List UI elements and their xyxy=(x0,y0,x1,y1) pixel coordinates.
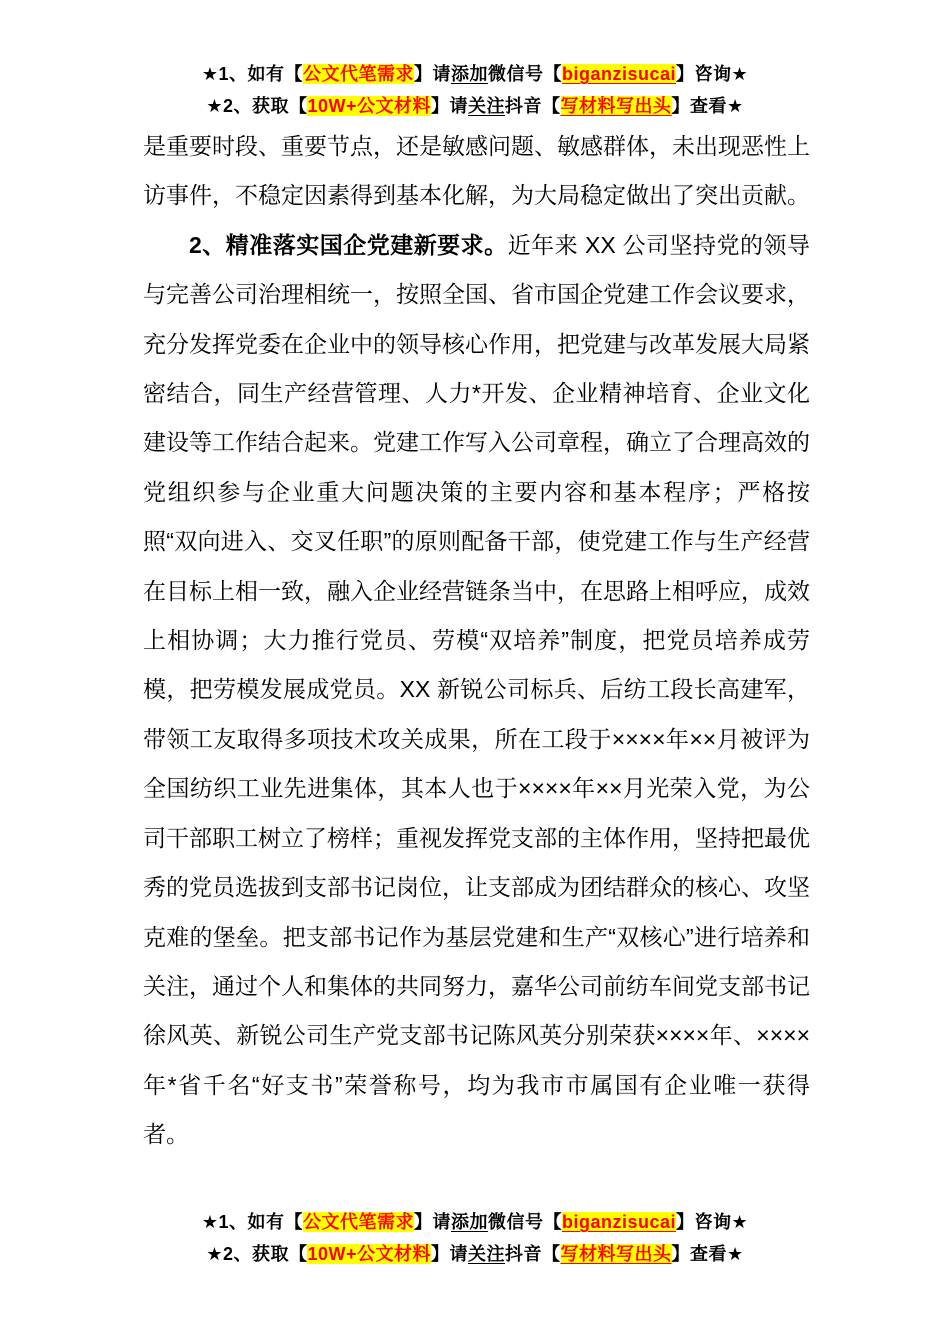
promo-segment: ★2、获取【 xyxy=(206,1244,308,1264)
promo-segment: 】请 xyxy=(431,1244,469,1264)
promo-segment: 】请 xyxy=(413,64,451,84)
promo-underline-follow: 关注 xyxy=(468,96,506,116)
promo-segment: 】查看★ xyxy=(671,96,744,116)
promo-header-line-1 xyxy=(0,58,950,90)
promo-header xyxy=(0,58,950,122)
promo-highlight-materials: 10W+公文材料 xyxy=(307,1244,432,1264)
promo-footer xyxy=(0,1206,950,1270)
promo-highlight-service: 公文代笔需求 xyxy=(302,1212,414,1232)
promo-underline-add: 添加 xyxy=(450,64,488,84)
promo-footer-line-1 xyxy=(0,1206,950,1238)
promo-wechat-id: biganzisucai xyxy=(561,64,677,84)
promo-wechat-id: biganzisucai xyxy=(561,1212,677,1232)
promo-segment: 】查看★ xyxy=(671,1244,744,1264)
promo-segment: 】请 xyxy=(413,1212,451,1232)
paragraph-2 xyxy=(143,221,810,1160)
promo-segment: 】请 xyxy=(431,96,469,116)
promo-footer-line-2 xyxy=(0,1238,950,1270)
promo-segment: 抖音【 xyxy=(505,1244,561,1264)
promo-segment: 】咨询★ xyxy=(676,64,749,84)
promo-header-line-2 xyxy=(0,90,950,122)
paragraph-2-heading: 2、精准落实国企党建新要求。 xyxy=(189,231,508,258)
paragraph-2-text: 近年来 XX 公司坚持党的领导与完善公司治理相统一，按照全国、省市国企党建工作会议要求，充分发挥党委在企业中的领导核心作用，把党建与改革发展大局紧密结合，同生产经营管理、人力*开发、企业精神培育、企业文化建设等工作结合起来。党建工作写入公司章程，确立了合理高效的党组织参与企业重大问题决策的主要内容和基本程序；严格按照“双向进入、交叉任职”的原则配备干部，使党建工作与生产经营在目标上相一致，融入企业经营链条当中，在思路上相呼应，成效上相协调；大力推行党员、劳模“双培养”制度，把党员培养成劳模，把劳模发展成党员。XX 新锐公司标兵、后纺工段长高建军，带领工友取得多项技术攻关成果，所在工段于××××年××月被评为全国纺织工业先进集体，其本人也于××××年××月光荣入党，为公司干部职工树立了榜样；重视发挥党支部的主体作用，坚持把最优秀的党员选拔到支部书记岗位，让支部成为团结群众的核心、攻坚克难的堡垒。把支部书记作为基层党建和生产“双核心”进行培养和关注，通过个人和集体的共同努力，嘉华公司前纺车间党支部书记徐风英、新锐公司生产党支部书记陈风英分别荣获××××年、××××年*省千名“好支书”荣誉称号，均为我市市属国有企业唯一获得者。 xyxy=(143,231,810,1148)
promo-segment: 】咨询★ xyxy=(676,1212,749,1232)
promo-segment: 微信号【 xyxy=(487,64,562,84)
promo-highlight-materials: 10W+公文材料 xyxy=(307,96,432,116)
document-body xyxy=(143,122,810,1160)
promo-highlight-service: 公文代笔需求 xyxy=(302,64,414,84)
promo-douyin-id: 写材料写出头 xyxy=(560,96,672,116)
promo-segment: 微信号【 xyxy=(487,1212,562,1232)
promo-segment: ★2、获取【 xyxy=(206,96,308,116)
promo-underline-follow: 关注 xyxy=(468,1244,506,1264)
promo-douyin-id: 写材料写出头 xyxy=(560,1244,672,1264)
promo-segment: ★1、如有【 xyxy=(201,64,303,84)
promo-underline-add: 添加 xyxy=(450,1212,488,1232)
promo-segment: 抖音【 xyxy=(505,96,561,116)
promo-segment: ★1、如有【 xyxy=(201,1212,303,1232)
paragraph-continuation: 是重要时段、重要节点，还是敏感问题、敏感群体，未出现恶性上访事件，不稳定因素得到基本化解，为大局稳定做出了突出贡献。 xyxy=(143,133,810,209)
